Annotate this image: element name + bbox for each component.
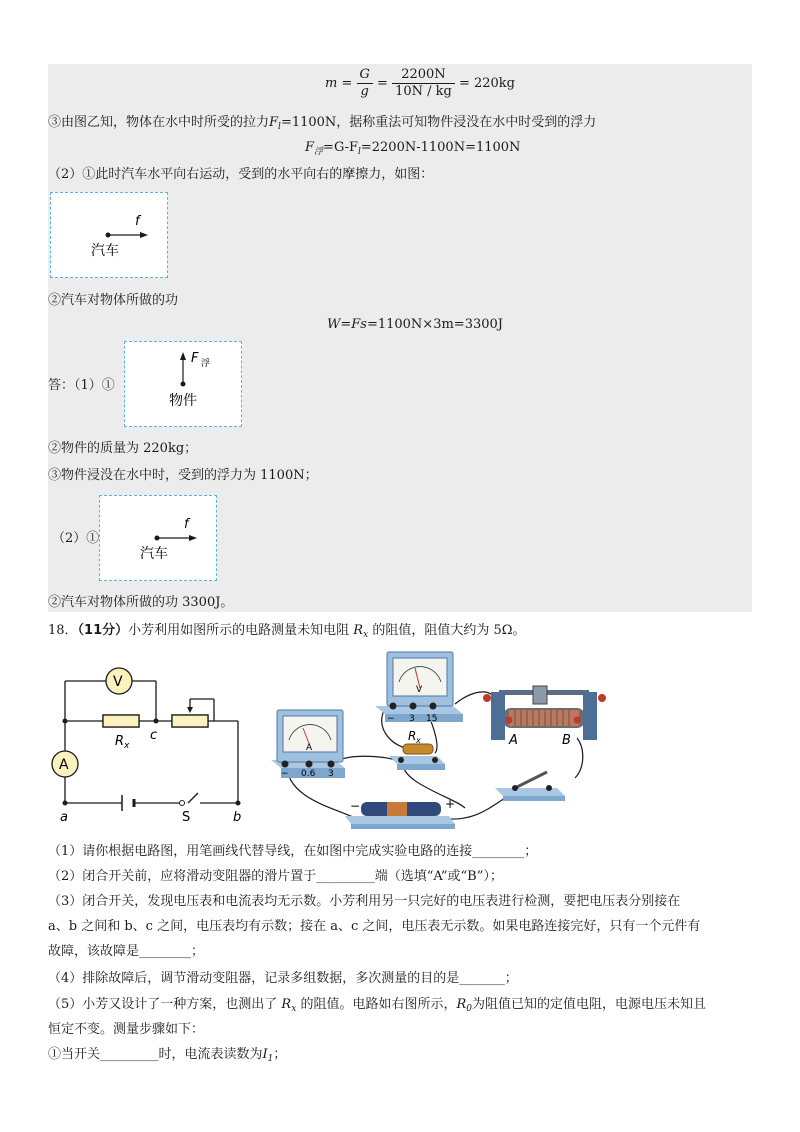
svg-text:15: 15	[426, 714, 438, 724]
switch-pivot	[180, 801, 185, 806]
voltmeter-device-label: V	[416, 685, 423, 695]
ammeter-label: A	[59, 757, 69, 773]
part2-intro: （2）①此时汽车水平向右运动，受到的水平向右的摩擦力，如图：	[48, 167, 434, 182]
object-label: 物件	[169, 393, 197, 409]
car-force-diagram	[50, 192, 168, 278]
friction-label: f	[135, 214, 140, 229]
q18-part3-line3: 故障，该故障是________；	[48, 944, 205, 959]
object-force-diagram	[124, 341, 242, 427]
answer-prefix: 答：（1）①	[48, 378, 115, 393]
answer-work: ②汽车对物体所做的功 3300J。	[48, 595, 234, 610]
battery-device	[345, 797, 455, 829]
q18-part4: （4）排除故障后，调节滑动变阻器，记录多组数据，多次测量的目的是_______；	[48, 971, 518, 986]
car-label-2: 汽车	[140, 546, 168, 562]
answer-mass: ②物件的质量为 220kg；	[48, 441, 198, 456]
work-equation: W=Fs=1100N×3m=3300J	[327, 317, 503, 332]
car-force-figure-2	[100, 496, 216, 580]
svg-text:3: 3	[409, 714, 415, 724]
node-b	[236, 801, 241, 806]
node-a	[63, 801, 68, 806]
mass-formula: m = $\frac{G}{g}$ = $\frac{2200N}{10N / kg}$ = 220kg	[325, 67, 516, 99]
rheostat-a-label: A	[509, 733, 518, 748]
q18-part3-line1: （3）闭合开关，发现电压表和电流表均无示数。小芳利用另一只完好的电压表进行检测，要把电压表分别接在	[48, 894, 681, 909]
q18-part5-line2: 恒定不变。测量步骤如下：	[48, 1022, 205, 1037]
friction-arrowhead-2	[189, 535, 197, 541]
node-c	[154, 719, 159, 724]
circuit-diagram	[48, 655, 258, 830]
buoyancy-label-sub: 浮	[201, 359, 211, 369]
buoyancy-label: F	[191, 351, 199, 366]
q18-part1: （1）请你根据电路图，用笔画线代替导线，在如图中完成实验电路的连接________；	[48, 844, 538, 859]
battery-plus-label: +	[445, 797, 456, 811]
friction-label-2: f	[184, 517, 189, 532]
svg-text:3: 3	[328, 769, 334, 779]
rx-label: R	[115, 734, 125, 749]
svg-text:−: −	[281, 769, 289, 779]
ammeter-device-label: A	[306, 743, 313, 753]
voltmeter-device	[375, 652, 463, 724]
rheostat-symbol	[172, 715, 208, 727]
work-heading: ②汽车对物体所做的功	[48, 293, 179, 308]
svg-text:−: −	[387, 714, 395, 724]
node-left	[63, 719, 68, 724]
object-force-figure	[125, 342, 241, 426]
rx-label-sub: x	[124, 741, 130, 751]
svg-text:x: x	[416, 736, 421, 745]
s-label: S	[182, 810, 191, 825]
friction-arrowhead	[140, 232, 148, 238]
buoyancy-equation: $F_浮=G-F_l=2200N-1100N=1100N$	[305, 140, 521, 157]
buoyancy-explanation: ③由图乙知，物体在水中时所受的拉力$F_l=1100N$，据称重法可知物件浸没在水中时受到的浮力	[48, 115, 597, 132]
answer-buoyancy: ③物件浸没在水中时，受到的浮力为 1100N；	[48, 468, 318, 483]
q18-part5-line1: （5）小芳又设计了一种方案，也测出了 $R_x$ 的阻值。电路如右图所示，$R_0$为阻值已知的定值电阻，电源电压未知且	[48, 997, 706, 1014]
voltmeter-label: V	[113, 674, 123, 690]
car-force-figure	[51, 193, 167, 277]
q18-part3-line2: a、b 之间和 b、c 之间，电压表均有示数；接在 a、c 之间，电压表无示数。如果电路连接完好，只有一个元件有	[48, 919, 701, 934]
car-force-diagram-2	[99, 495, 217, 581]
ammeter-device	[271, 710, 345, 779]
apparatus-illustration	[265, 648, 610, 830]
switch-device	[495, 772, 565, 801]
rheostat-b-label: B	[562, 733, 571, 748]
b-label: b	[233, 810, 242, 825]
slider-arrowhead	[187, 707, 193, 713]
q18-part6: ①当开关_________时，电流表读数为$I_1$；	[48, 1047, 287, 1064]
c-label: c	[150, 728, 158, 743]
buoyancy-arrowhead	[180, 352, 186, 360]
car-label: 汽车	[91, 243, 119, 259]
resistor-rx	[103, 715, 139, 727]
rheostat-device	[483, 686, 606, 748]
battery-minus-label: −	[350, 799, 361, 813]
answer2-prefix: （2）①	[52, 531, 100, 546]
rx-device-label: R	[408, 729, 417, 743]
svg-text:0.6: 0.6	[301, 769, 316, 779]
a-label: a	[60, 810, 68, 825]
q18-part2: （2）闭合开关前，应将滑动变阻器的滑片置于_________端（选填“A”或“B”）；	[48, 869, 503, 884]
q18-stem: 18．（11分）小芳利用如图所示的电路测量未知电阻 $R_x$ 的阻值，阻值大约为 5Ω。	[48, 623, 526, 640]
